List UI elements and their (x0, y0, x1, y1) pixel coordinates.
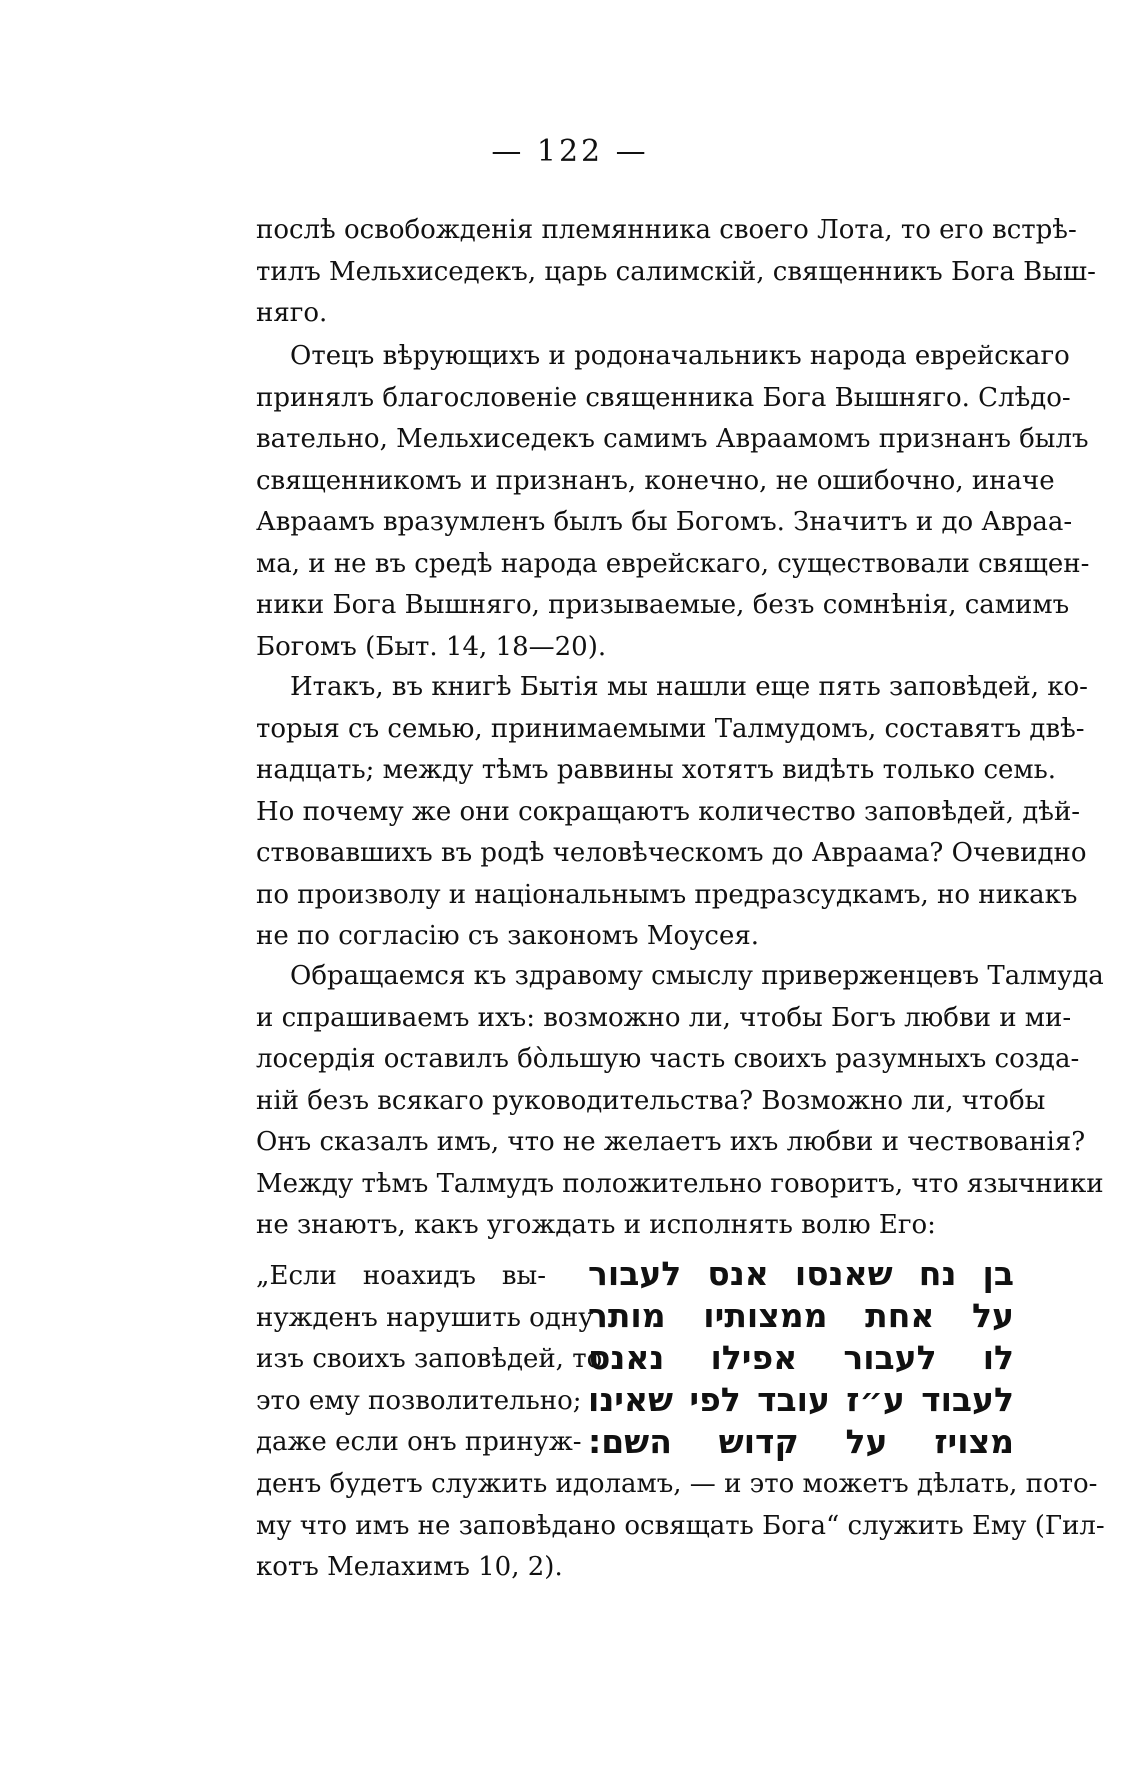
text-line: не знаютъ, какъ угождать и исполнять волю Его: (256, 1210, 936, 1240)
text-line: няго. (256, 298, 328, 328)
text-line: Между тѣмъ Талмудъ положительно говоритъ, что язычники (256, 1168, 1104, 1199)
text-line: лосердія оставилъ бо̀льшую часть своихъ разумныхъ созда- (256, 1044, 1080, 1074)
quote-line: изъ своихъ заповѣдей, то (256, 1344, 603, 1374)
text-line: священникомъ и признанъ, конечно, не ошибочно, иначе (256, 465, 1055, 496)
quote-line: даже если онъ принуж- (256, 1427, 582, 1457)
text-line: Богомъ (Быт. 14, 18—20). (256, 631, 607, 662)
text-line: принялъ благословеніе священника Бога Вышняго. Слѣдо- (256, 382, 1071, 413)
page-number: — 122 — (491, 134, 649, 169)
paragraph-5 (256, 1464, 1105, 1589)
text-line: не по согласію съ закономъ Моусея. (256, 921, 760, 951)
quote-russian (256, 1256, 603, 1464)
text-line: Отецъ вѣрующихъ и родоначальникъ народа еврейскаго (290, 341, 1070, 371)
text-line: му что имъ не заповѣдано освящать Бога“ служить Ему (Гил- (256, 1510, 1105, 1541)
text-line: надцать; между тѣмъ раввины хотятъ видѣть только семь. (256, 755, 1057, 785)
paragraph-1 (256, 210, 1096, 335)
hebrew-line: בן נח שאנסו אנס לעבור (588, 1254, 1014, 1293)
hebrew-line: מצויז על קדוש השם: (588, 1422, 1014, 1461)
hebrew-line: על אחת ממצותיו מותר (588, 1296, 1014, 1335)
text-line: Авраамъ вразумленъ былъ бы Богомъ. Значитъ и до Авраа- (256, 507, 1073, 537)
text-line: послѣ освобожденія племянника своего Лота, то его встрѣ- (256, 215, 1077, 245)
text-line: котъ Мелахимъ 10, 2). (256, 1552, 563, 1582)
quote-line: это ему позволительно; (256, 1385, 582, 1416)
text-line: ствовавшихъ въ родѣ человѣческомъ до Авраама? Очевидно (256, 838, 1087, 868)
text-line: денъ будетъ служить идоламъ, — и это можетъ дѣлать, пото- (256, 1469, 1098, 1499)
text-line: Итакъ, въ книгѣ Бытія мы нашли еще пять заповѣдей, ко- (290, 672, 1088, 702)
text-line: Обращаемся къ здравому смыслу приверженцевъ Талмуда (290, 961, 1104, 991)
text-line: торыя съ семью, принимаемыми Талмудомъ, составятъ двѣ- (256, 713, 1085, 744)
paragraph-2 (256, 336, 1090, 668)
paragraph-4 (256, 956, 1104, 1247)
text-line: ній безъ всякаго руководительства? Возможно ли, чтобы (256, 1085, 1046, 1116)
hebrew-line: לו לעבור אפילו נאנס (588, 1338, 1014, 1377)
quote-hebrew (588, 1253, 1014, 1463)
hebrew-line: לעבוד ע״ז עובד לפי שאינו (588, 1380, 1014, 1419)
text-line: ники Бога Вышняго, призываемые, безъ сомнѣнія, самимъ (256, 590, 1070, 620)
text-line: вательно, Мельхиседекъ самимъ Авраамомъ признанъ былъ (256, 424, 1089, 454)
paragraph-3 (256, 667, 1088, 958)
text-line: по произволу и національнымъ предразсудкамъ, но никакъ (256, 879, 1078, 910)
text-line: Онъ сказалъ имъ, что не желаетъ ихъ любви и чествованія? (256, 1127, 1086, 1157)
text-line: тилъ Мельхиседекъ, царь салимскій, священникъ Бога Выш- (256, 256, 1096, 287)
text-line: Но почему же они сокращаютъ количество заповѣдей, дѣй- (256, 796, 1081, 827)
quote-line: нужденъ нарушить одну (256, 1302, 594, 1333)
quote-line: „Если ноахидъ вы- (256, 1261, 546, 1291)
text-line: и спрашиваемъ ихъ: возможно ли, чтобы Богъ любви и ми- (256, 1002, 1072, 1033)
text-line: ма, и не въ средѣ народа еврейскаго, существовали священ- (256, 548, 1090, 579)
